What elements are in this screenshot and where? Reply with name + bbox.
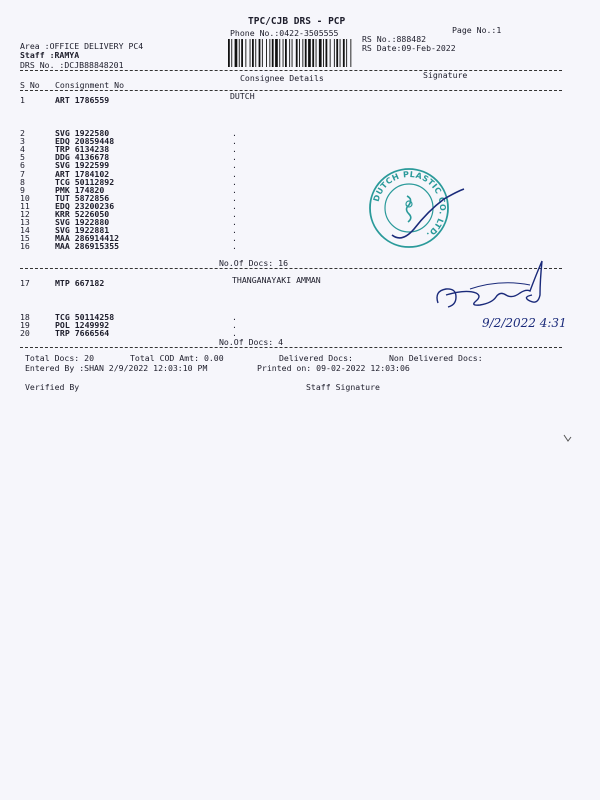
total-docs: Total Docs: 20 [25, 353, 95, 363]
serial-number: 5 [20, 152, 25, 163]
barcode-bar [326, 39, 328, 67]
barcode-bar [269, 39, 270, 67]
phone-number: Phone No.:0422-3505555 [230, 28, 339, 38]
serial-number: 3 [20, 136, 25, 147]
barcode-bar [241, 39, 243, 67]
receiver-signature [430, 255, 580, 335]
consignment-number: SVG 1922880 [55, 217, 110, 228]
serial-number: 16 [20, 241, 30, 252]
consignee-dot: . [232, 233, 237, 244]
consignee-dot: . [232, 225, 237, 236]
consignee-dot: . [232, 217, 237, 228]
barcode-bar [305, 39, 307, 67]
consignment-number: ART 1784102 [55, 168, 110, 179]
consignment-number: TCG 50114258 [55, 312, 115, 322]
column-consignment: Consignment No [55, 80, 125, 90]
barcode-bar [308, 39, 311, 67]
svg-text:DUTCH PLASTIC CO. LTD.: DUTCH PLASTIC CO. LTD. [371, 169, 448, 240]
column-sno: S No [20, 80, 40, 90]
barcode-bar [302, 39, 303, 67]
consignment-number: SVG 1922881 [55, 225, 110, 236]
barcode-bar [245, 39, 246, 67]
docs-count: No.Of Docs: 16 [219, 258, 289, 268]
footer-divider [20, 347, 562, 348]
barcode-bar [231, 39, 232, 67]
consignment-number: TRP 6134238 [55, 144, 110, 155]
barcode-bar [323, 39, 324, 67]
consignee-dot: . [232, 312, 237, 322]
barcode-bar [350, 39, 351, 67]
consignment-number: POL 1249992 [55, 320, 110, 331]
consignee-name: THANGANAYAKI AMMAN [232, 275, 321, 285]
consignment-number: DDG 4136678 [55, 152, 110, 163]
verified-by: Verified By [25, 382, 80, 392]
serial-number: 4 [20, 144, 25, 155]
column-consignee: Consignee Details [240, 73, 324, 83]
barcode-bar [343, 39, 345, 67]
consignment-number: TRP 7666564 [55, 328, 110, 339]
consignee-dot: . [232, 152, 237, 163]
consignment-number: PMK 174820 [55, 184, 105, 195]
barcode-bar [292, 39, 293, 67]
consignee-dot: . [232, 176, 237, 187]
docs-count: No.Of Docs: 4 [219, 337, 284, 347]
serial-number: 13 [20, 217, 30, 228]
barcode-bar [252, 39, 254, 67]
consignment-number: ART 1786559 [55, 95, 110, 105]
barcode-bar [336, 39, 338, 67]
consignment-number: SVG 1922580 [55, 128, 110, 138]
consignment-number: SVG 1922599 [55, 160, 110, 171]
consignment-number: EDQ 20859448 [55, 136, 115, 147]
serial-number: 19 [20, 320, 30, 331]
printed-on: Printed on: 09-02-2022 12:03:06 [257, 363, 410, 373]
consignee-dot: . [232, 160, 237, 171]
consignment-number: MAA 286915355 [55, 241, 120, 252]
barcode-bar [346, 39, 347, 67]
barcode-bar [334, 39, 335, 67]
serial-number: 10 [20, 192, 30, 203]
column-signature: Signature [423, 70, 468, 80]
consignee-dot: . [232, 209, 237, 219]
total-cod: Total COD Amt: 0.00 [130, 353, 224, 363]
consignment-number: MTP 667182 [55, 278, 105, 288]
handwritten-date: 9/2/2022 4:31 [482, 316, 567, 330]
barcode-bar [299, 39, 300, 67]
entered-by: Entered By :SHAN 2/9/2022 12:03:10 PM [25, 363, 208, 373]
barcode-bar [296, 39, 298, 67]
barcode-bar [275, 39, 278, 67]
consignment-number: EDQ 23200236 [55, 200, 115, 211]
serial-number: 20 [20, 328, 30, 339]
barcode-bar [289, 39, 290, 67]
serial-number: 2 [20, 128, 25, 138]
delivered-docs: Delivered Docs: [279, 353, 353, 363]
consignee-dot: . [232, 136, 237, 147]
barcode-bar [259, 39, 261, 67]
barcode-bar [340, 39, 341, 67]
area-label: Area :OFFICE DELIVERY PC4 [20, 41, 144, 51]
staff-signature: Staff Signature [306, 382, 380, 392]
serial-number: 9 [20, 184, 25, 195]
consignment-number: KRR 5226050 [55, 209, 110, 219]
consignee-dot: . [232, 241, 237, 252]
consignee-dot: . [232, 168, 237, 179]
barcode-bar [283, 39, 284, 67]
barcode [228, 39, 352, 67]
barcode-bar [285, 39, 287, 67]
barcode-bar [228, 39, 230, 67]
drs-number: DRS No. :DCJB88848201 [20, 60, 124, 70]
rs-number: RS No.:888482 [362, 34, 427, 44]
serial-number: 14 [20, 225, 30, 236]
serial-number: 18 [20, 312, 30, 322]
barcode-bar [235, 39, 238, 67]
consignee-dot: . [232, 328, 237, 339]
consignee-dot: . [232, 184, 237, 195]
columns-divider [20, 90, 562, 91]
consignee-name: DUTCH [230, 91, 255, 101]
document-title: TPC/CJB DRS - PCP [248, 16, 346, 27]
non-delivered-docs: Non Delivered Docs: [389, 353, 483, 363]
serial-number: 7 [20, 168, 25, 179]
barcode-bar [312, 39, 314, 67]
serial-number: 1 [20, 95, 25, 105]
rs-date: RS Date:09-Feb-2022 [362, 43, 456, 53]
serial-number: 8 [20, 176, 25, 187]
barcode-bar [266, 39, 267, 67]
consignment-number: TUT 5872856 [55, 192, 110, 203]
consignee-dot: . [232, 192, 237, 203]
pen-stroke [390, 185, 470, 245]
barcode-bar [330, 39, 331, 67]
header-divider [20, 70, 562, 71]
page-number: Page No.:1 [452, 25, 502, 35]
consignment-number: TCG 50112892 [55, 176, 115, 187]
serial-number: 17 [20, 278, 30, 288]
consignee-dot: . [232, 320, 237, 331]
barcode-bar [262, 39, 263, 67]
serial-number: 11 [20, 200, 30, 211]
consignment-number: MAA 286914412 [55, 233, 120, 244]
consignee-dot: . [232, 144, 237, 155]
barcode-bar [255, 39, 256, 67]
consignee-dot: . [232, 128, 237, 138]
barcode-bar [250, 39, 251, 67]
barcode-bar [272, 39, 274, 67]
barcode-bar [239, 39, 240, 67]
serial-number: 15 [20, 233, 30, 244]
serial-number: 12 [20, 209, 30, 219]
serial-number: 6 [20, 160, 25, 171]
staff-label: Staff :RAMYA [20, 50, 80, 60]
ink-tick [563, 433, 573, 443]
barcode-bar [279, 39, 280, 67]
barcode-bar [319, 39, 322, 67]
barcode-bar [316, 39, 317, 67]
consignee-dot: . [232, 200, 237, 211]
